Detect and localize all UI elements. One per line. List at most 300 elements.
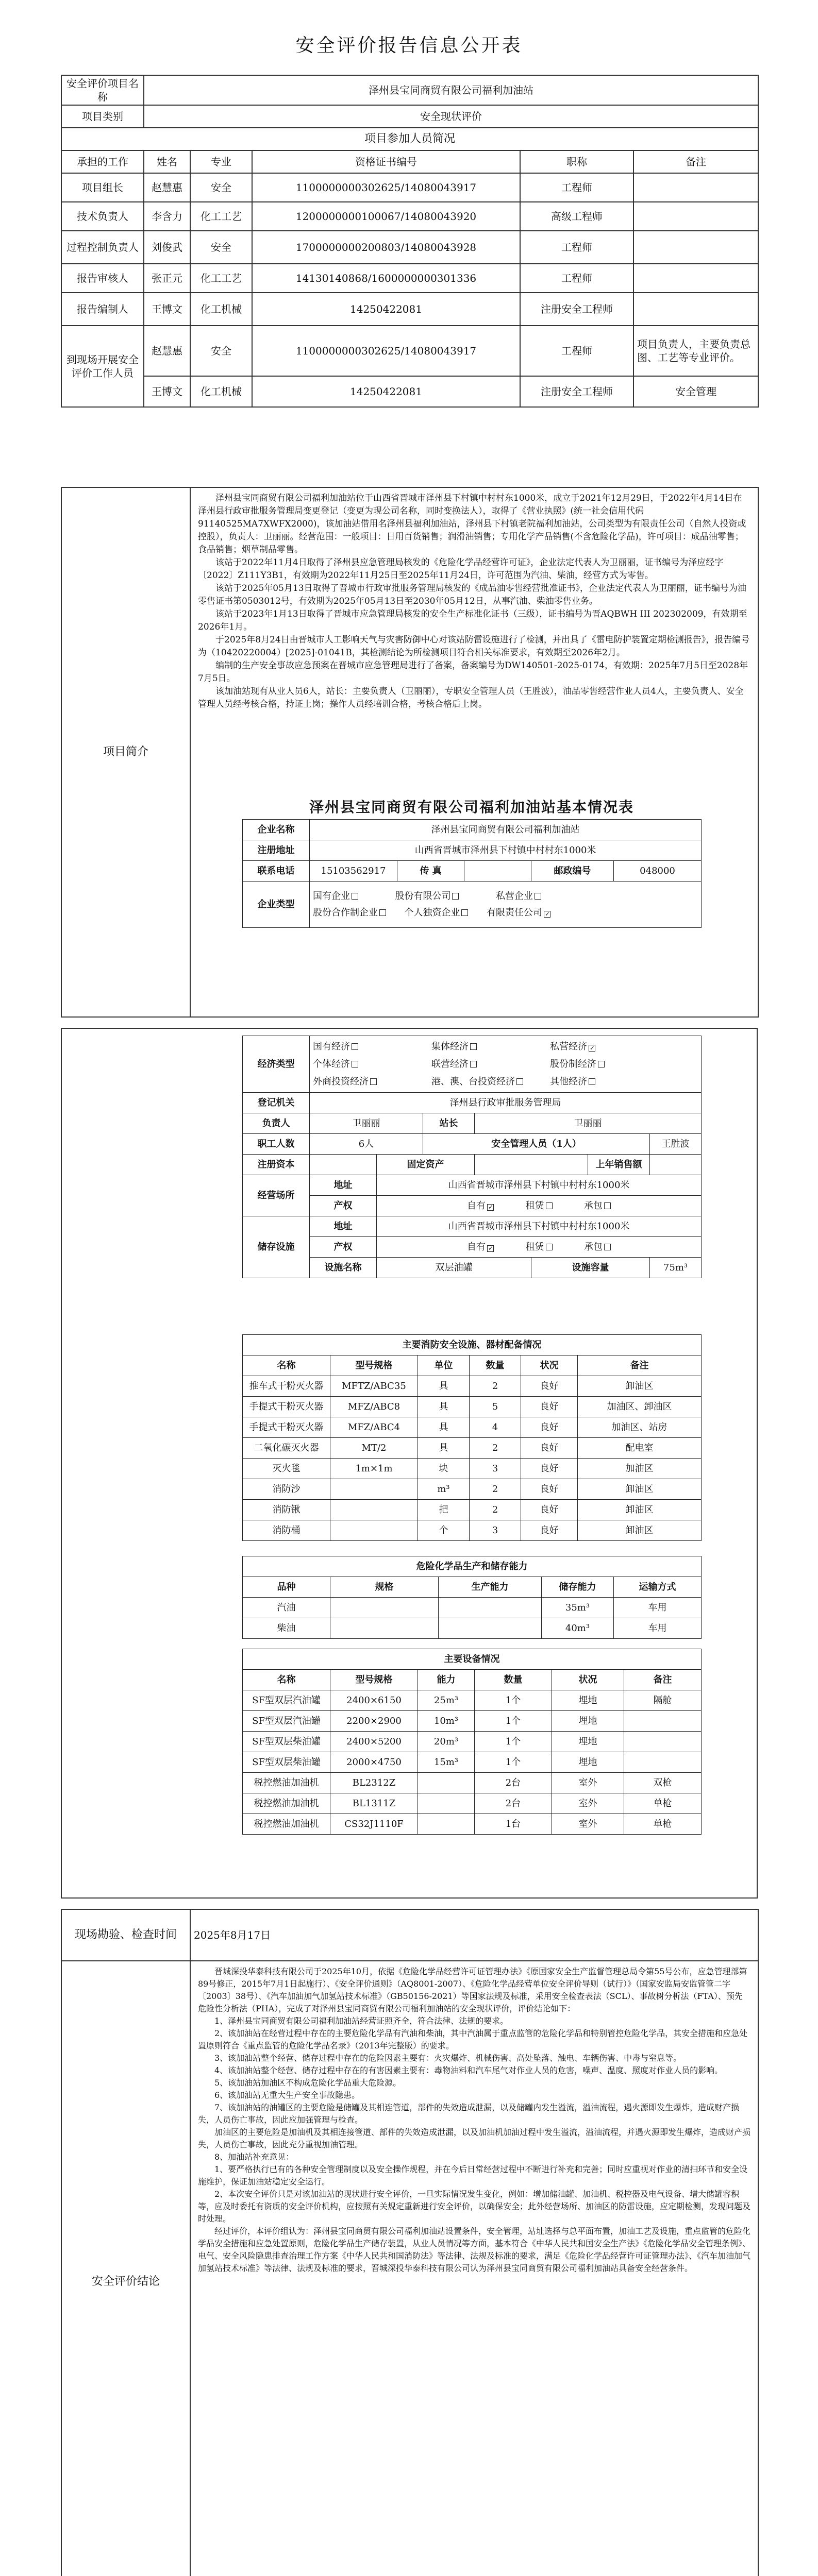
fire-row bbox=[243, 1500, 702, 1520]
type-option: 有限责任公司✓ bbox=[487, 907, 550, 918]
basic-info-table-b bbox=[242, 1036, 702, 1278]
chem-table bbox=[242, 1556, 702, 1639]
company-type-label: 企业类型 bbox=[243, 882, 310, 928]
post-label: 邮政编号 bbox=[531, 861, 614, 882]
fire-row-cell: 具 bbox=[418, 1417, 470, 1438]
fire-row-cell: 具 bbox=[418, 1397, 470, 1417]
equip-row-cell: SF型双层汽油罐 bbox=[243, 1690, 330, 1711]
intro-paragraph: 该站于2023年1月13日取得了晋城市应急管理局核发的安全生产标准化证书（三级），证书编号为晋AQBWH III 202302009，有效期至2026年1月。 bbox=[198, 609, 747, 632]
fire-row-cell: 良好 bbox=[521, 1459, 578, 1479]
staff-title: 注册安全工程师 bbox=[520, 293, 633, 326]
fire-row-cell: 良好 bbox=[521, 1500, 578, 1520]
econ-option: 私营经济✓ bbox=[550, 1038, 669, 1056]
chem-rows bbox=[243, 1598, 702, 1639]
sales-value bbox=[650, 1155, 702, 1175]
equip-row-cell: SF型双层汽油罐 bbox=[243, 1711, 330, 1732]
conclusion-paragraph: 2、该加油站在经营过程中存在的主要危险化学品有汽油和柴油，其中汽油属于重点监管的危险化学品和特别管控危险化学品，其安全措施和应急处置原则符合《重点监管的危险化学品名录》（2013年完整版）的要求。 bbox=[198, 2028, 748, 2050]
equip-row-cell: 埋地 bbox=[552, 1711, 624, 1732]
fire-row-cell: 良好 bbox=[521, 1397, 578, 1417]
staff-major: 化工工艺 bbox=[190, 264, 252, 293]
fire-row bbox=[243, 1397, 702, 1417]
th: 储存能力 bbox=[542, 1577, 614, 1598]
fire-row-cell: 消防锹 bbox=[243, 1500, 330, 1520]
employee-label: 职工人数 bbox=[243, 1134, 310, 1155]
storage-addr-value: 山西省晋城市泽州县下村镇中村村东1000米 bbox=[377, 1216, 702, 1237]
type-option: 国有企业 bbox=[313, 891, 358, 902]
basic-info-title: 泽州县宝同商贸有限公司福利加油站基本情况表 bbox=[309, 799, 634, 816]
project-type-label: 项目类别 bbox=[61, 105, 144, 128]
checkbox bbox=[589, 1045, 595, 1052]
staff-cert: 1200000000100067/14080043920 bbox=[252, 202, 520, 231]
equip-row bbox=[243, 1752, 702, 1773]
fire-row-cell: 良好 bbox=[521, 1376, 578, 1397]
equip-row-cell: BL2312Z bbox=[330, 1773, 418, 1793]
checkbox bbox=[598, 1061, 605, 1067]
staff-title: 高级工程师 bbox=[520, 202, 633, 231]
econ-option: 个体经济 bbox=[313, 1056, 431, 1073]
conclusion-paragraph: 晋城深投华泰科技有限公司于2025年10月，依据《危险化学品经营许可证管理办法》《原国家安全生产监督管理总局令第55号公布，应急管理部第89号修正，2015年7月1日起施行）、《安全评价通则》（AQ8001-2007）、《危险化学品经营单位安全评价导则（试行）》（国家安监局安监管管二字〔2003〕38号）、《汽车加油加气加氢站技术标准》（GB50156-2021）等国家法规及标准，采用安全检查表法（SCL）、事故树分析法（FTA）、预先危险性分析法（PHA），完成了对泽州县宝同商贸有限公司福利加油站的安全现状评价，评价结论如下： bbox=[198, 1967, 747, 2013]
site-staff-row bbox=[61, 376, 758, 407]
fire-row-cell: 手提式干粉灭火器 bbox=[243, 1417, 330, 1438]
head-value: 卫丽丽 bbox=[310, 1113, 423, 1134]
conclusion-paragraph: 5、该加油站加油区不构成危险化学品重大危险源。 bbox=[214, 2078, 402, 2088]
chem-row bbox=[243, 1618, 702, 1639]
tank-name-label: 设施名称 bbox=[310, 1258, 377, 1278]
tank-cap-value: 75m³ bbox=[650, 1258, 702, 1278]
checkbox bbox=[370, 1078, 377, 1085]
site-staff-note: 项目负责人，主要负责总图、工艺等专业评价。 bbox=[633, 326, 758, 376]
equip-row-cell: 1个 bbox=[475, 1752, 552, 1773]
equip-row-cell: 2400×6150 bbox=[330, 1690, 418, 1711]
th: 能力 bbox=[418, 1670, 475, 1690]
head-label: 负责人 bbox=[243, 1113, 310, 1134]
phone-value: 15103562917 bbox=[310, 861, 397, 882]
equip-row-cell: 单枪 bbox=[624, 1793, 702, 1814]
staff-section-title: 项目参加人员简况 bbox=[61, 128, 758, 150]
fire-row-cell: 手提式干粉灭火器 bbox=[243, 1397, 330, 1417]
chem-section-title: 危险化学品生产和储存能力 bbox=[243, 1556, 702, 1577]
fire-row-cell: 4 bbox=[470, 1417, 521, 1438]
th: 备注 bbox=[578, 1355, 702, 1376]
equip-row-cell: 埋地 bbox=[552, 1732, 624, 1752]
th: 品种 bbox=[243, 1577, 330, 1598]
equip-section-title: 主要设备情况 bbox=[243, 1649, 702, 1670]
fire-row-cell: MFZ/ABC4 bbox=[330, 1417, 418, 1438]
fire-row bbox=[243, 1376, 702, 1397]
staff-name: 赵慧惠 bbox=[144, 173, 190, 202]
checkbox bbox=[589, 1078, 595, 1085]
staff-row bbox=[61, 173, 758, 202]
staff-note bbox=[633, 231, 758, 264]
intro-paragraph: 该站于2022年11月4日取得了泽州县应急管理局核发的《危险化学品经营许可证》，企业法定代表人为卫丽丽，证书编号为泽应经字〔2022〕Z111Y3B1，有效期为2022年11月25日至2025年11月24日，许可范围为汽油、柴油，经营方式为零售。 bbox=[198, 557, 724, 581]
staff-cert: 14130140868/1600000000301336 bbox=[252, 264, 520, 293]
addr-label: 注册地址 bbox=[243, 840, 310, 861]
equip-row-cell: 税控燃油加油机 bbox=[243, 1773, 330, 1793]
intro-paragraph: 于2025年8月24日由晋城市人工影响天气与灾害防御中心对该站防雷设施进行了检测，并出具了《雷电防护装置定期检测报告》，报告编号为（10420220004）[2025]-01041B，其检测结论为所检测项目符合相关标准要求，有效期至2026年2月。 bbox=[198, 635, 750, 658]
fire-row bbox=[243, 1459, 702, 1479]
type-option: 私营企业 bbox=[496, 891, 541, 902]
site-staff-name: 赵慧惠 bbox=[144, 326, 190, 376]
fire-row-cell: 卸油区 bbox=[578, 1500, 702, 1520]
equip-row-cell: CS32J1110F bbox=[330, 1814, 418, 1835]
staff-major: 化工工艺 bbox=[190, 202, 252, 231]
econ-option: 股份制经济 bbox=[550, 1056, 669, 1073]
th-note: 备注 bbox=[633, 150, 758, 173]
th: 数量 bbox=[470, 1355, 521, 1376]
fire-row-cell: 加油区、卸油区 bbox=[578, 1397, 702, 1417]
equip-row-cell: 双枪 bbox=[624, 1773, 702, 1793]
staff-role: 项目组长 bbox=[61, 173, 144, 202]
staff-cert: 1700000000200803/14080043928 bbox=[252, 231, 520, 264]
fire-row-cell: 二氧化碳灭火器 bbox=[243, 1438, 330, 1459]
fire-row-cell: 配电室 bbox=[578, 1438, 702, 1459]
conclusion-paragraph: 1、泽州县宝同商贸有限公司福利加油站经营证照齐全，符合法律、法规的要求。 bbox=[214, 2016, 509, 2026]
fire-row-cell: 3 bbox=[470, 1520, 521, 1541]
company-value: 泽州县宝同商贸有限公司福利加油站 bbox=[310, 820, 702, 840]
chem-row-cell bbox=[330, 1618, 439, 1639]
company-label: 企业名称 bbox=[243, 820, 310, 840]
op-site-label: 经营场所 bbox=[243, 1175, 310, 1216]
fire-row-cell bbox=[330, 1500, 418, 1520]
fire-row-cell: 1m×1m bbox=[330, 1459, 418, 1479]
chem-row-cell: 柴油 bbox=[243, 1618, 330, 1639]
chem-row-cell: 40m³ bbox=[542, 1618, 614, 1639]
equip-row bbox=[243, 1690, 702, 1711]
chem-row-cell: 车用 bbox=[614, 1598, 702, 1618]
fire-row-cell: 块 bbox=[418, 1459, 470, 1479]
conclusion-paragraph: 8、加油站补充意见： bbox=[214, 2152, 294, 2162]
chem-row bbox=[243, 1598, 702, 1618]
th: 型号规格 bbox=[330, 1355, 418, 1376]
chem-row-cell: 35m³ bbox=[542, 1598, 614, 1618]
page-title: 安全评价报告信息公开表 bbox=[295, 35, 523, 56]
checkbox bbox=[470, 1043, 477, 1050]
staff-role: 过程控制负责人 bbox=[61, 231, 144, 264]
project-name-label: 安全评价项目名称 bbox=[61, 75, 144, 105]
equip-row-cell: 室外 bbox=[552, 1793, 624, 1814]
equip-row-cell: 10m³ bbox=[418, 1711, 475, 1732]
econ-option: 港、澳、台投资经济 bbox=[431, 1073, 550, 1091]
checkbox bbox=[487, 1245, 494, 1252]
addr-value: 山西省晋城市泽州县下村镇中村村东1000米 bbox=[310, 840, 702, 861]
staff-row bbox=[61, 293, 758, 326]
fire-row bbox=[243, 1520, 702, 1541]
equip-row-cell bbox=[418, 1773, 475, 1793]
conclusion-paragraph: 4、该加油站整个经营、储存过程中存在的有害因素主要有：毒物油料和汽车尾气对作业人员的危害，噪声、温度、照度对作业人员的影响。 bbox=[214, 2065, 723, 2075]
equip-row-cell: 2400×5200 bbox=[330, 1732, 418, 1752]
th: 型号规格 bbox=[330, 1670, 418, 1690]
th-name: 姓名 bbox=[144, 150, 190, 173]
fire-row-cell: 消防桶 bbox=[243, 1520, 330, 1541]
fire-row-cell: 具 bbox=[418, 1438, 470, 1459]
fire-row-cell: 3 bbox=[470, 1459, 521, 1479]
chem-row-cell bbox=[439, 1598, 542, 1618]
checkbox bbox=[352, 893, 358, 900]
intro-paragraph: 该加油站现有从业人员6人，站长：主要负责人（卫丽丽），专职安全管理人员（王胜波），油品零售经营作业人员4人，主要负责人、安全管理人员经考核合格，持证上岗；操作人员经培训合格，考核合格后上岗。 bbox=[198, 686, 744, 709]
fire-row-cell: 加油区 bbox=[578, 1459, 702, 1479]
equip-row-cell: 2000×4750 bbox=[330, 1752, 418, 1773]
site-staff-row bbox=[61, 326, 758, 376]
equip-row bbox=[243, 1711, 702, 1732]
fire-section-title: 主要消防安全设施、器材配备情况 bbox=[243, 1335, 702, 1355]
conclusion-paragraph: 7、该加油站的油罐区的主要危险是储罐及其相连管道，部件的失效造成泄漏，以及储罐内发生溢流，溢油流程，遇火源即发生爆炸，造成财产损失，人员伤亡事故，因此应加强管理与检查。 bbox=[198, 2103, 740, 2125]
th: 备注 bbox=[624, 1670, 702, 1690]
manager-label: 站长 bbox=[423, 1113, 475, 1134]
fire-row-cell: 推车式干粉灭火器 bbox=[243, 1376, 330, 1397]
fire-row-cell: m³ bbox=[418, 1479, 470, 1500]
conclusion-paragraph: 3、该加油站整个经营、储存过程中存在的危险因素主要有：火灾爆炸、机械伤害、高处坠落、触电、车辆伤害、中毒与窒息等。 bbox=[214, 2053, 682, 2063]
chem-row-cell bbox=[439, 1618, 542, 1639]
storage-own-label: 产权 bbox=[310, 1237, 377, 1258]
equip-row-cell: 1个 bbox=[475, 1711, 552, 1732]
fire-row-cell: 具 bbox=[418, 1376, 470, 1397]
staff-note bbox=[633, 293, 758, 326]
site-staff-note: 安全管理 bbox=[633, 376, 758, 407]
checkbox bbox=[546, 1244, 553, 1250]
site-staff-name: 王博文 bbox=[144, 376, 190, 407]
econ-type-options bbox=[310, 1036, 702, 1093]
th: 状况 bbox=[552, 1670, 624, 1690]
fire-row-cell: 良好 bbox=[521, 1417, 578, 1438]
staff-major: 化工机械 bbox=[190, 293, 252, 326]
fire-row-cell: MFTZ/ABC35 bbox=[330, 1376, 418, 1397]
equip-row bbox=[243, 1732, 702, 1752]
staff-note bbox=[633, 202, 758, 231]
staff-name: 刘俊武 bbox=[144, 231, 190, 264]
th-cert: 资格证书编号 bbox=[252, 150, 520, 173]
staff-title: 工程师 bbox=[520, 173, 633, 202]
fire-row-cell: 良好 bbox=[521, 1520, 578, 1541]
fire-row-cell: 卸油区 bbox=[578, 1520, 702, 1541]
equip-row-cell: 税控燃油加油机 bbox=[243, 1793, 330, 1814]
fire-row bbox=[243, 1479, 702, 1500]
staff-major: 安全 bbox=[190, 231, 252, 264]
staff-title: 工程师 bbox=[520, 231, 633, 264]
th: 名称 bbox=[243, 1355, 330, 1376]
fire-row-cell: 加油区、站房 bbox=[578, 1417, 702, 1438]
fire-row-cell: 2 bbox=[470, 1376, 521, 1397]
equip-row-cell bbox=[418, 1814, 475, 1835]
staff-role: 报告审核人 bbox=[61, 264, 144, 293]
safety-staff-label: 安全管理人员（1人） bbox=[423, 1134, 650, 1155]
fire-row-cell: 5 bbox=[470, 1397, 521, 1417]
equip-row-cell: 埋地 bbox=[552, 1690, 624, 1711]
storage-own-options: 自有✓ 租赁 承包 bbox=[377, 1237, 702, 1258]
econ-option: 其他经济 bbox=[550, 1073, 669, 1091]
tank-cap-label: 设施容量 bbox=[531, 1258, 650, 1278]
checkbox bbox=[352, 1043, 358, 1050]
op-own-options: 自有✓ 租赁 承包 bbox=[377, 1196, 702, 1216]
equip-row-cell: 15m³ bbox=[418, 1752, 475, 1773]
equip-row-cell: 1个 bbox=[475, 1732, 552, 1752]
staff-name: 李含力 bbox=[144, 202, 190, 231]
reg-capital-label: 注册资本 bbox=[243, 1155, 310, 1175]
equip-row-cell: 室外 bbox=[552, 1814, 624, 1835]
th: 数量 bbox=[475, 1670, 552, 1690]
equip-row-cell: 1个 bbox=[475, 1690, 552, 1711]
fire-row-cell: 2 bbox=[470, 1500, 521, 1520]
site-staff-major: 安全 bbox=[190, 326, 252, 376]
econ-option: 集体经济 bbox=[431, 1038, 550, 1056]
equip-row-cell: 税控燃油加油机 bbox=[243, 1814, 330, 1835]
econ-option: 国有经济 bbox=[313, 1038, 431, 1056]
intro-body bbox=[190, 487, 758, 1017]
conclusion-label: 安全评价结论 bbox=[61, 1961, 190, 2576]
equip-row-cell bbox=[624, 1752, 702, 1773]
checkbox bbox=[352, 1061, 358, 1067]
checkbox bbox=[546, 1202, 553, 1209]
op-addr-label: 地址 bbox=[310, 1175, 377, 1196]
fax-value bbox=[464, 861, 531, 882]
conclusion-body bbox=[190, 1961, 758, 2576]
equip-header-row bbox=[243, 1670, 702, 1690]
equip-row-cell: 2台 bbox=[475, 1773, 552, 1793]
fire-header-row bbox=[243, 1355, 702, 1376]
survey-label: 现场勘验、检查时间 bbox=[61, 1909, 190, 1961]
site-staff-major: 化工机械 bbox=[190, 376, 252, 407]
checkbox bbox=[461, 909, 468, 916]
staff-note bbox=[633, 173, 758, 202]
fire-row-cell: 2 bbox=[470, 1479, 521, 1500]
staff-header-row bbox=[61, 150, 758, 173]
fire-row-cell bbox=[330, 1479, 418, 1500]
th: 单位 bbox=[418, 1355, 470, 1376]
equip-row-cell: 单枪 bbox=[624, 1814, 702, 1835]
equip-row bbox=[243, 1773, 702, 1793]
fire-row bbox=[243, 1438, 702, 1459]
equip-row-cell: SF型双层柴油罐 bbox=[243, 1752, 330, 1773]
staff-name: 王博文 bbox=[144, 293, 190, 326]
equip-row-cell: SF型双层柴油罐 bbox=[243, 1732, 330, 1752]
type-option: 个人独资企业 bbox=[404, 907, 468, 918]
fire-row-cell: 2 bbox=[470, 1438, 521, 1459]
th: 运输方式 bbox=[614, 1577, 702, 1598]
project-name-value: 泽州县宝同商贸有限公司福利加油站 bbox=[144, 75, 758, 105]
site-staff-title: 工程师 bbox=[520, 326, 633, 376]
employee-value: 6人 bbox=[310, 1134, 423, 1155]
th: 规格 bbox=[330, 1577, 439, 1598]
equip-row bbox=[243, 1793, 702, 1814]
fax-label: 传 真 bbox=[397, 861, 464, 882]
equip-row-cell: 25m³ bbox=[418, 1690, 475, 1711]
reg-authority-value: 泽州县行政审批服务管理局 bbox=[310, 1093, 702, 1113]
site-staff-cert: 1100000000302625/14080043917 bbox=[252, 326, 520, 376]
equip-row-cell: 室外 bbox=[552, 1773, 624, 1793]
basic-info-table-a bbox=[242, 819, 702, 928]
fire-row-cell: MFZ/ABC8 bbox=[330, 1397, 418, 1417]
th: 生产能力 bbox=[439, 1577, 542, 1598]
staff-note bbox=[633, 264, 758, 293]
th-role: 承担的工作 bbox=[61, 150, 144, 173]
project-type-value: 安全现状评价 bbox=[144, 105, 758, 128]
type-option: 股份有限公司 bbox=[395, 891, 459, 902]
staff-role: 技术负责人 bbox=[61, 202, 144, 231]
econ-type-label: 经济类型 bbox=[243, 1036, 310, 1093]
equip-row-cell: 1台 bbox=[475, 1814, 552, 1835]
info-table-top bbox=[61, 75, 759, 408]
site-staff-title: 注册安全工程师 bbox=[520, 376, 633, 407]
fire-row bbox=[243, 1417, 702, 1438]
checkbox bbox=[516, 1078, 523, 1085]
equip-row-cell: 20m³ bbox=[418, 1732, 475, 1752]
econ-option: 外商投资经济 bbox=[313, 1073, 431, 1091]
econ-option: 联营经济 bbox=[431, 1056, 550, 1073]
staff-cert: 1100000000302625/14080043917 bbox=[252, 173, 520, 202]
checkbox bbox=[379, 909, 386, 916]
reg-authority-label: 登记机关 bbox=[243, 1093, 310, 1113]
conclusion-paragraph: 6、该加油站无重大生产安全事故隐患。 bbox=[214, 2090, 360, 2100]
fire-row-cell: MT/2 bbox=[330, 1438, 418, 1459]
equip-row-cell: 2台 bbox=[475, 1793, 552, 1814]
equip-rows bbox=[243, 1690, 702, 1835]
equip-row-cell: 埋地 bbox=[552, 1752, 624, 1773]
equip-row bbox=[243, 1814, 702, 1835]
fire-row-cell: 把 bbox=[418, 1500, 470, 1520]
fire-row-cell: 卸油区 bbox=[578, 1376, 702, 1397]
survey-date: 2025年8月17日 bbox=[190, 1909, 758, 1961]
safety-staff-name: 王胜波 bbox=[650, 1134, 702, 1155]
post-value: 048000 bbox=[614, 861, 702, 882]
th-major: 专业 bbox=[190, 150, 252, 173]
equip-row-cell: 隔舱 bbox=[624, 1690, 702, 1711]
fire-row-cell: 消防沙 bbox=[243, 1479, 330, 1500]
conclusion-paragraph: 1、要严格执行已有的各种安全管理制度以及安全操作规程，并在今后日常经营过程中不断进行补充和完善；同时应重视对作业的清扫环节和安全设施维护，保证加油站稳定安全运行。 bbox=[198, 2164, 748, 2187]
intro-table bbox=[61, 487, 759, 1018]
fire-equipment-table bbox=[242, 1334, 702, 1541]
info-table-bottom bbox=[61, 1909, 759, 2576]
conclusion-paragraph: 2、本次安全评价只是对该加油站的现状进行安全评价，一旦实际情况发生变化，例如：增加储油罐、加油机、税控器及电气设备、增大储罐容积等，应及时委托有资质的安全评价机构，应按照有关规定重新进行安全评价，以确保安全；此外经营场所、加油区的防雷设施，应定期检测，发现问题及时处理。 bbox=[198, 2189, 751, 2224]
checkbox bbox=[487, 1204, 494, 1211]
conclusion-paragraph: 加油区的主要危险是加油机及其相连接管道、部件的失效造成泄漏，以及加油机加油过程中发生溢流，溢油流程，并遇火源即发生爆炸，造成财产损失，人员伤亡事故，因此充分重视加油管理。 bbox=[198, 2127, 751, 2149]
chem-row-cell: 汽油 bbox=[243, 1598, 330, 1618]
tank-name-value: 双层油罐 bbox=[377, 1258, 531, 1278]
phone-label: 联系电话 bbox=[243, 861, 310, 882]
th: 状况 bbox=[521, 1355, 578, 1376]
chem-row-cell bbox=[330, 1598, 439, 1618]
th-title: 职称 bbox=[520, 150, 633, 173]
fire-row-cell: 卸油区 bbox=[578, 1479, 702, 1500]
checkbox bbox=[452, 893, 459, 900]
sales-label: 上年销售额 bbox=[588, 1155, 650, 1175]
fire-row-cell: 良好 bbox=[521, 1438, 578, 1459]
intro-paragraph: 编制的生产安全事故应急预案在晋城市应急管理局进行了备案，备案编号为DW140501-2025-0174，有效期：2025年7月5日至2028年7月5日。 bbox=[198, 660, 748, 684]
checkbox bbox=[544, 911, 550, 918]
fire-row-cell: 良好 bbox=[521, 1479, 578, 1500]
fire-row-cell: 个 bbox=[418, 1520, 470, 1541]
intro-paragraph: 泽州县宝同商贸有限公司福利加油站位于山西省晋城市泽州县下村镇中村村东1000米，成立于2021年12月29日，于2022年4月14日在泽州县行政审批服务管理局变更登记（变更为现公司名称，同时变换法人），取得了《营业执照》(统一社会信用代码91140525MA7XWFX2000)，该加油站借用名泽州县福利加油站，泽州县下村镇老院福利加油站，公司类型为有限责任公司（自然人投资或控股），负责人：卫丽丽。经营范围：一般项目：日用百货销售；润滑油销售；专用化学产品销售(不含危险化学品)，许可项目：成品油零售；食品销售；烟草制品零售。 bbox=[198, 493, 746, 555]
equip-row-cell bbox=[624, 1732, 702, 1752]
staff-cert: 14250422081 bbox=[252, 293, 520, 326]
fire-row-cell bbox=[330, 1520, 418, 1541]
op-addr-value: 山西省晋城市泽州县下村镇中村村东1000米 bbox=[377, 1175, 702, 1196]
storage-addr-label: 地址 bbox=[310, 1216, 377, 1237]
staff-major: 安全 bbox=[190, 173, 252, 202]
company-type-options bbox=[310, 882, 702, 928]
intro-label: 项目简介 bbox=[61, 487, 190, 1017]
equip-row-cell: 2200×2900 bbox=[330, 1711, 418, 1732]
staff-role: 报告编制人 bbox=[61, 293, 144, 326]
equip-row-cell bbox=[418, 1793, 475, 1814]
op-own-label: 产权 bbox=[310, 1196, 377, 1216]
conclusion-paragraph: 经过评价，本评价组认为：泽州县宝同商贸有限公司福利加油站设置条件，安全管理，站址选择与总平面布置，加油工艺及设施，重点监管的危险化学品安全措施和应急处置原则，危险化学品生产储存装置，从业人员情况等方面，基本符合《中华人民共和国安全生产法》《危险化学品安全管理条例》、电气、安全风险隐患排查治理工作方案《中华人民共和国消防法》等法律、法规及标准的要求，满足《危险化学品经营许可证管理办法》、《汽车加油加气加氢站技术标准》等法律、法规及标准的要求，晋城深投华泰科技有限公司认为泽州县宝同商贸有限公司福利加油站具备安全经营条件。 bbox=[198, 2226, 751, 2273]
fire-rows bbox=[243, 1376, 702, 1541]
equipment-table bbox=[242, 1649, 702, 1835]
chem-header-row bbox=[243, 1577, 702, 1598]
reg-capital-value bbox=[310, 1155, 377, 1175]
staff-name: 张正元 bbox=[144, 264, 190, 293]
site-staff-label: 到现场开展安全评价工作人员 bbox=[61, 326, 144, 407]
equip-row-cell bbox=[624, 1711, 702, 1732]
